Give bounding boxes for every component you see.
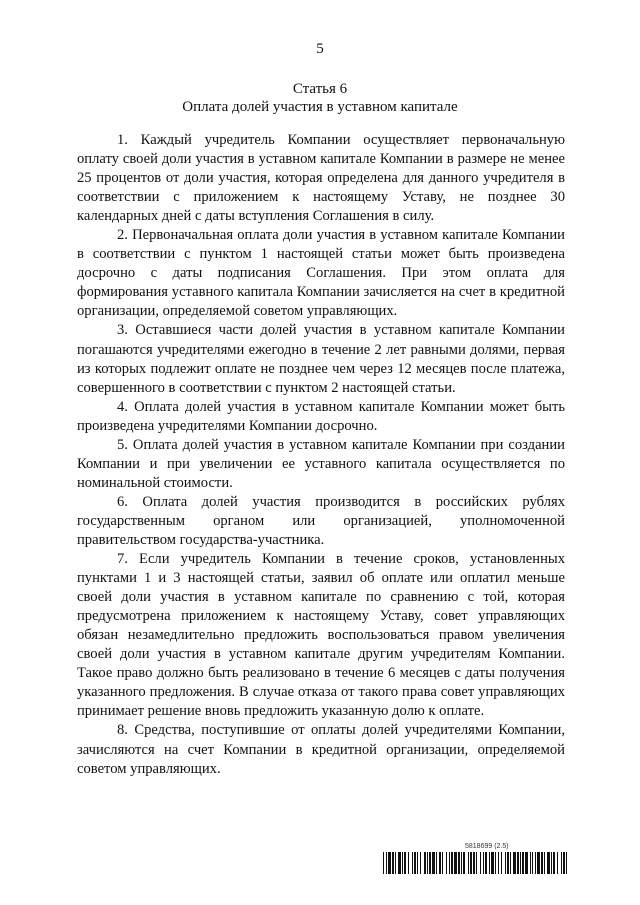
paragraph-5: 5. Оплата долей участия в уставном капитале Компании при создании Компании и при увеличении ее уставного капитала осуществляется по номинальной стоимости. (77, 436, 565, 491)
article-number: Статья 6 (292, 81, 348, 97)
paragraph-3: 3. Оставшиеся части долей участия в уставном капитале Компании погашаются учредителями ежегодно в течение 2 лет равными долями, первая из которых подлежит оплате не позднее чем через 12 месяцев после платежа, совершенного в соответствии с пунктом 2 настоящей статьи. (77, 322, 565, 396)
paragraph-8: 8. Средства, поступившие от оплаты долей учредителями Компании, зачисляются на счет Компании в кредитной организации, определяемой советом управляющих. (77, 722, 565, 777)
barcode-label: 5818699 (2.5) (465, 843, 509, 850)
paragraph-7: 7. Если учредитель Компании в течение сроков, установленных пунктами 1 и 3 настоящей статьи, заявил об оплате или оплатил меньше своей доли участия в уставном капитале по сравнению с той, которая предусмотрена приложением к настоящему Уставу, совет управляющих обязан незамедлительно предложить воспользоваться правом увеличения своей доли участия в уставном капитале другим учредителям Компании. Такое право должно быть реализовано в течение 6 месяцев с даты получения указанного предложения. В случае отказа от такого права совет управляющих принимает решение вновь предложить указанную долю к оплате. (77, 551, 565, 720)
article-heading (0, 80, 640, 116)
article-title: Оплата долей участия в уставном капитале (182, 99, 458, 115)
page-number: 5 (316, 41, 324, 57)
paragraph-4: 4. Оплата долей участия в уставном капитале Компании может быть произведена учредителями Компании досрочно. (77, 398, 565, 434)
paragraph-2: 2. Первоначальная оплата доли участия в уставном капитале Компании в соответствии с пунктом 1 настоящей статьи может быть произведена досрочно с даты подписания Соглашения. При этом оплата для формирования уставного капитала Компании зачисляется на счет в кредитной организации, определяемой советом управляющих. (77, 227, 565, 320)
article-body (77, 131, 565, 779)
paragraph-6: 6. Оплата долей участия производится в российских рублях государственным органом или организацией, уполномоченной правительством государства-участника. (77, 493, 565, 548)
barcode-image (383, 852, 569, 874)
paragraph-1: 1. Каждый учредитель Компании осуществляет первоначальную оплату своей доли участия в уставном капитале Компании в размере не менее 25 процентов от доли участия, которая определена для данного учредителя в соответствии с приложением к настоящему Уставу, не позднее 30 календарных дней с даты вступления Соглашения в силу. (77, 132, 565, 225)
